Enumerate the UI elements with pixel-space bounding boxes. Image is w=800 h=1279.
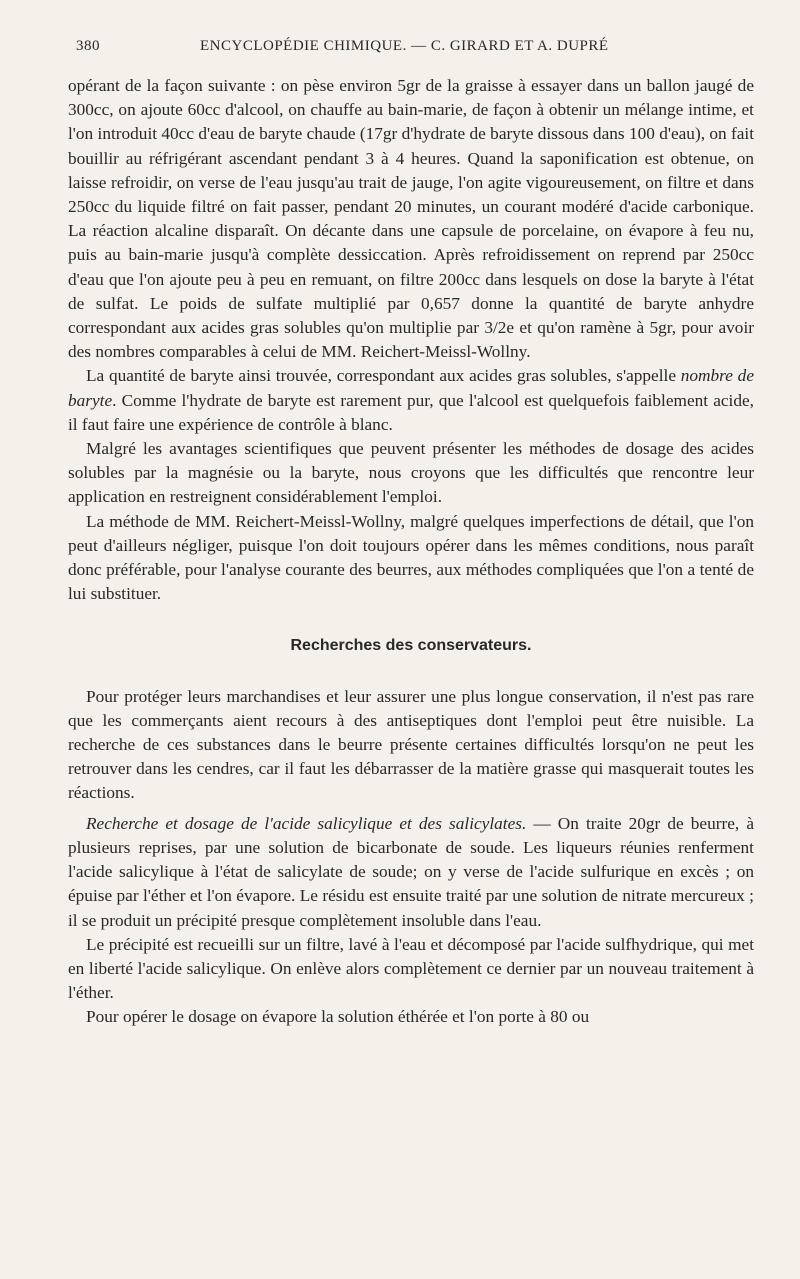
paragraph-precipitate: Le précipité est recueilli sur un filtre, lavé à l'eau et décomposé par l'acide sulfhydrique, qui met en liberté l'acide salicylique. On enlève alors complètement ce dernier par un nouveau traitement à l'éther. (68, 934, 754, 1003)
paragraph-saponification: opérant de la façon suivante : on pèse environ 5gr de la graisse à essayer dans un ballon jaugé de 300cc, on ajoute 60cc d'alcool, on chauffe au bain-marie, de façon à obtenir un mélange intime, et l'on introduit 40cc d'eau de baryte chaude (17gr d'hydrate de baryte dissous dans 100 d'eau), on fait bouillir au réfrigérant ascendant pendant 3 à 4 heures. Quand la saponification est obtenue, on laisse refroidir, on verse de l'eau jusqu'au trait de jauge, l'on agite vigoureusement, on filtre et dans 250cc du liquide filtré on fait passer, pendant 20 minutes, un courant modéré d'acide carbonique. La réaction alcaline disparaît. On décante dans une capsule de porcelaine, on évapore à feu nu, puis au bain-marie jusqu'à complète dessiccation. Après refroidissement on reprend par 250cc d'eau que l'on ajoute peu à peu en remuant, on filtre 200cc dans lesquels on dose la baryte à l'état de sulfat. Le poids de sulfate multiplié par 0,657 donne la quantité de baryte anhydre correspondant aux acides gras solubles qu'on multiplie par 3/2e et qu'on ramène à 5gr, pour avoir des nombres comparables à celui de MM. Reichert-Meissl-Wollny. (68, 76, 754, 362)
paragraph-method: La méthode de MM. Reichert-Meissl-Wollny, malgré quelques imperfections de détail, que l'on peut d'ailleurs négliger, puisque l'on doit toujours opérer dans les mêmes conditions, nous paraît donc préférable, pour l'analyse courante des beurres, aux méthodes compliquées que l'on a tenté de lui substituer. (68, 511, 754, 604)
italic-term: nombre de baryte (68, 366, 754, 410)
paragraph-text: La quantité de baryte ainsi trouvée, correspondant aux acides gras solubles, s'appelle (86, 366, 681, 386)
paragraph-preservatives: Pour protéger leurs marchandises et leur assurer une plus longue conservation, il n'est pas rare que les commerçants aient recours à des antiseptiques dont l'emploi peut être nuisible. La recherche de ces substances dans le beurre présente certaines difficultés lorsqu'on ne peut les retrouver dans les cendres, car il faut les débarrasser de la matière grasse qui masquerait toutes les réactions. (68, 686, 754, 803)
italic-heading: Recherche et dosage de l'acide salicylique et des salicylates. (86, 813, 527, 833)
paragraph-salicylic (68, 812, 754, 933)
paragraph-baryte-number (68, 364, 754, 437)
paragraph-text: — On traite 20gr de beurre, à plusieurs reprises, par une solution de bicarbonate de soude. Les liqueurs réunies renferment l'acide salicylique à l'état de salicylate de soude; on y verse de l'acide sulfurique en excès ; on épuise par l'éther et l'on évapore. Le résidu est ensuite traité par une solution de nitrate mercureux ; il se produit un précipité presque complètement insoluble dans l'eau. (68, 813, 754, 930)
page-number: 380 (76, 38, 100, 54)
section-title: Recherches des conservateurs. (290, 637, 532, 655)
paragraph-dosage: Pour opérer le dosage on évapore la solution éthérée et l'on porte à 80 ou (86, 1007, 590, 1027)
running-head: ENCYCLOPÉDIE CHIMIQUE. — C. GIRARD ET A. DUPRÉ (200, 38, 609, 54)
paragraph-magnesia: Malgré les avantages scientifiques que peuvent présenter les méthodes de dosage des acides solubles par la magnésie ou la baryte, nous croyons que les difficultés que rencontre leur application en restreignent considérablement l'emploi. (68, 439, 754, 507)
paragraph-text: . Comme l'hydrate de baryte est rarement pur, que l'alcool est quelquefois faiblement acide, il faut faire une expérience de contrôle à blanc. (68, 390, 754, 434)
body-text (68, 74, 754, 1030)
